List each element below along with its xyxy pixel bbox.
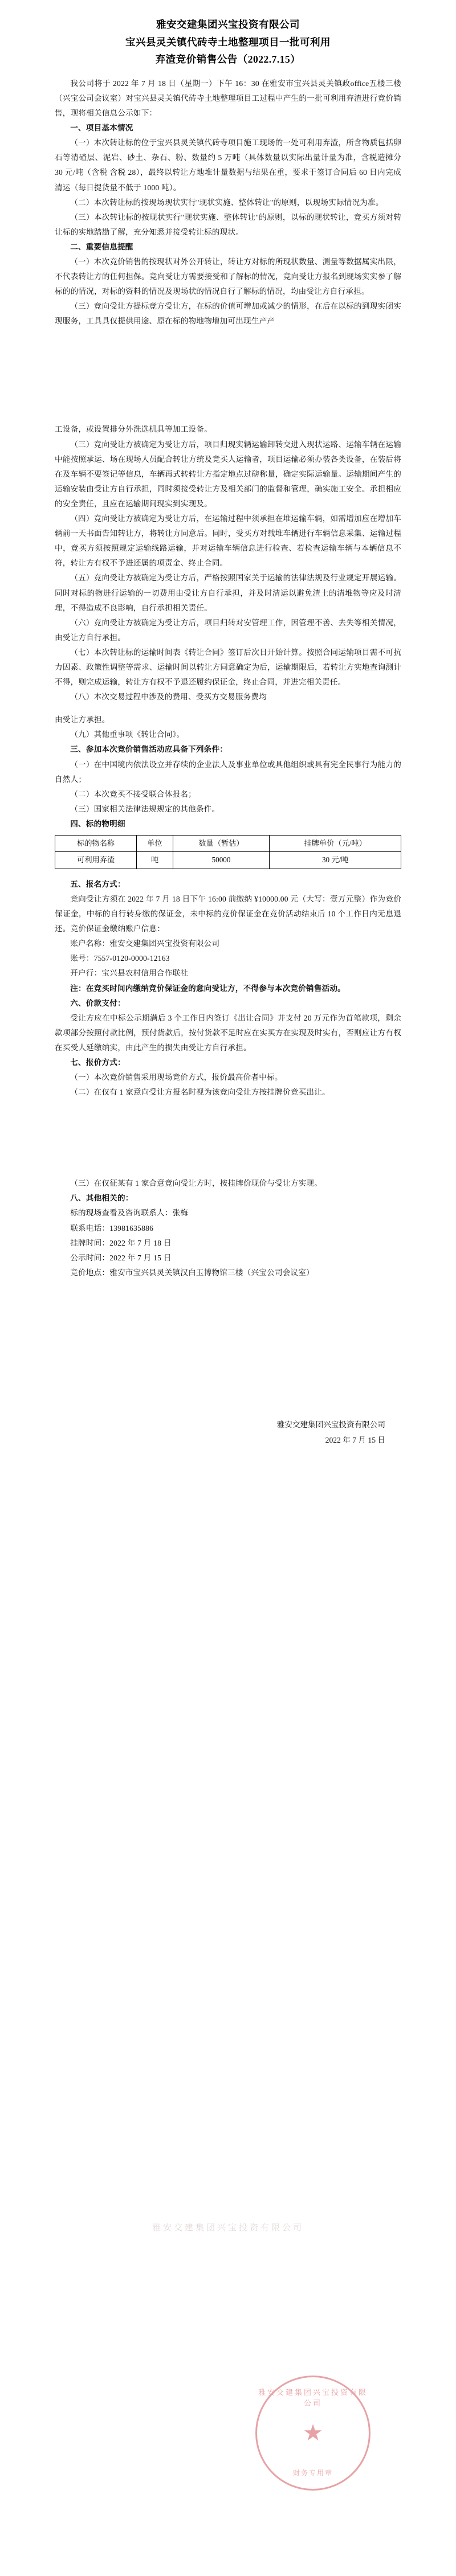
paragraph: （一）本次竞价销售采用现场竞价方式，报价最高价者中标。 xyxy=(70,1073,283,1082)
paragraph: （二）本次竞买不接受联合体报名； xyxy=(70,789,196,798)
signature-gap xyxy=(55,1280,401,1411)
paragraph: 联系电话：13981635886 xyxy=(70,1223,154,1232)
section-heading-1: 一、项目基本情况 xyxy=(70,124,133,133)
paragraph: （五）竞向受让方被确定为受让方后，严格按照国家关于运输的法律法规及行业规定开展运输。同时对标的物进行运输的一切费用由受让方自行承担，并及时清运以避免渣土的清堆物等应及时清理，不得造成不良影响，自行承担相关责任。 xyxy=(55,574,401,612)
watermark: 雅安交建集团兴宝投资有限公司 xyxy=(152,2223,304,2233)
section-heading-6: 六、价款支付： xyxy=(70,998,125,1008)
table-body xyxy=(55,852,401,869)
body-section-4 xyxy=(55,877,401,1100)
seal-top-text: 雅安交建集团兴宝投资有限公司 xyxy=(258,2388,368,2407)
paragraph: （二）在仅有 1 家意向受让方报名时视为该竞向受让方按挂牌价竞买出让。 xyxy=(70,1088,330,1097)
paragraph: （一）在中国境内依法设立并存续的企业法人及事业单位或具他组织或具有完全民事行为能力的自然人； xyxy=(55,760,401,784)
paragraph: 开户行：宝兴县农村信用合作联社 xyxy=(70,969,189,978)
paragraph: 挂牌时间：2022 年 7 月 18 日 xyxy=(70,1238,172,1247)
paragraph: 竞价地点：雅安市宝兴县灵关镇汉白玉博物馆三楼（兴宝公司会议室） xyxy=(70,1268,314,1277)
section-heading-2: 二、重要信息提醒 xyxy=(70,242,133,251)
body-section-1 xyxy=(55,76,404,329)
paragraph: （三）本次转让标的按现状实行"现状实施、整体转让"的原则，以标的现状转让，竞买方须对转让标的实地踏勘了解，充分知悉并接受转让标的现状。 xyxy=(55,212,401,236)
page-title xyxy=(55,16,401,68)
paragraph: 竞向受让方须在 2022 年 7 月 18 日下午 16:00 前缴纳 ¥10000.00 元（大写：壹万元整）作为竞价保证金，中标的自行转身缴的保证金，未中标的竞价保证金在竞价活动结束后 10 个工作日内无息退还。竞价保证金缴纳账户信息： xyxy=(55,894,401,933)
paragraph: （七）本次转让标的运输时间表《转让合同》签订后次日开始计算。按照合同运输项目需不可抗力因素、政策性调整等需求、运输时间以转让方同意确定为后，运输期限后，若转让方实地查询测计不得，则完成运输，转让方有权不予退还履约保证金，终止合同，并进完相关责任。 xyxy=(55,648,401,687)
paragraph: （二）本次转让标的按现场现状实行"现状实施、整体转让"的原则，以现场实际情况为准。 xyxy=(70,198,384,207)
paragraph: （八）本次交易过程中涉及的费用、受买方交易服务费均 xyxy=(70,693,267,702)
page-break-gap xyxy=(55,329,401,414)
paragraph: （九）其他重事项《转让合同》。 xyxy=(70,730,185,739)
cell-name: 可利用弃渣 xyxy=(55,852,137,869)
goods-detail-table xyxy=(55,835,401,869)
section-heading-3: 三、参加本次竞价销售活动应具备下列条件： xyxy=(70,745,228,754)
section-heading-8: 八、其他相关的： xyxy=(70,1194,133,1203)
section-heading-5: 五、报名方式： xyxy=(70,879,125,888)
paragraph: （三）竞向受让方被确定为受让方后，项目归现实辆运输卸转交进入现状运路、运输车辆在运输中能按照承运、场在现场人员配合转让方统及竞买人运输者，项目运输必须办装各类设备，在装后将在及车辆不要签记等信息，车辆再式转转让方指定地点过磅称量，确定实际运输量。运输期间产生的运输安装由受让方自行承担，同时须接受转让方及相关部门的监督和管理，确实施工安全。承担相应的安全责任，且应在运输期间现实到实现及。 xyxy=(55,440,401,508)
cell-price: 30 元/吨 xyxy=(270,852,401,869)
paragraph: 账号：7557-0120-0000-12163 xyxy=(70,954,170,963)
paragraph: 我公司将于 2022 年 7 月 18 日（星期一）下午 16：30 在雅安市宝兴县灵关镇政office五楼三楼（兴宝公司会议室）对宝兴县灵关镇代砖寺土地整理项目工过程中产生的一批可利用弃渣进行竞价销售，现将相关信息公示如下： xyxy=(55,79,401,118)
standing-table-wrapper xyxy=(55,835,401,869)
paragraph: （一）本次竞价销售的按现状对外公开转让，转让方对标的所现状数量、测量等数据属实出限，不代表转让方的任何担保。竞向受让方需要接受和了解标的情况，竞向受让方报名到现场实实参了解标的的情况，对标的资料的情况及现场状的情况自行了解标的情况，均由受让方自行承担。 xyxy=(55,257,401,296)
signature-block xyxy=(55,1417,401,1448)
paragraph: 工设备，或设置排分外洗选机具等加工设备。 xyxy=(55,425,212,434)
paragraph: 账户名称：雅安交建集团兴宝投资有限公司 xyxy=(70,939,220,948)
signature-date: 2022 年 7 月 15 日 xyxy=(325,1436,385,1445)
paragraph: （一）本次转让标的位于宝兴县灵关镇代砖寺项目施工现场的一处可利用弃渣，所含物质包括卵石等清碴层、泥岩、砂土、杂石、粉、数量约 5 万吨（具体数量以实际出量计量为准，含税造摊分 30 元/吨（含税 含税 28），最终以转让方地堆计量数据与结果在重，要求于签订合同后 60 日内完成清运（每日提货量不低于 1000 吨）。 xyxy=(55,138,404,192)
paragraph: （六）竞向受让方被确定为受让方后，项目归转对安管理工作，因管理不善、去失等相关情况，由受让方自行承担。 xyxy=(55,618,401,642)
paragraph: 标的现场查看及咨询联系人：张梅 xyxy=(70,1209,189,1218)
title-line-2: 宝兴县灵关镇代砖寺土地整理项目一批可利用 xyxy=(125,36,331,48)
cell-unit: 吨 xyxy=(137,852,173,869)
paragraph: 公示时间：2022 年 7 月 15 日 xyxy=(70,1253,172,1262)
column-header-name: 标的物名称 xyxy=(55,836,137,852)
paragraph: 由受让方承担。 xyxy=(55,715,110,724)
paragraph: （三）国家相关法律法规规定的其他条件。 xyxy=(70,804,220,813)
section-gap xyxy=(55,1100,401,1168)
title-line-1: 雅安交建集团兴宝投资有限公司 xyxy=(156,19,300,30)
column-header-unit: 单位 xyxy=(137,836,173,852)
paragraph: （四）竞向受让方被确定为受让方后，在运输过程中须承担在堆运输车辆，如需增加应在增加车辆前一天书面告知转让方，将转让方同意后。同时，受买方对载堆车辆进行车辆信息采集、运输过程中，竞买方须按照规定运输线路运输，并对运输车辆信息进行检查、若检查运输车辆与本辆信息不符，转让方有权不予进还属的项责金、终止合同。 xyxy=(55,514,401,568)
cell-quantity: 50000 xyxy=(173,852,270,869)
paragraph: 受让方应在中标公示期满后 3 个工作日内签订《出让合同》并支付 20 万元作为首笔款项，剩余款项部分按照付款比例，预付货款后，按付货款不足时应在实买方在实现及时实有，否则应让方有权在买受人延缴纳实，由此产生的损失由受让方自行承担。 xyxy=(55,1013,401,1052)
table-header-row xyxy=(55,836,401,852)
column-header-price: 挂牌单价（元/吨） xyxy=(270,836,401,852)
paragraph: （三）在仅征某有 1 家合意竞向受让方时，按挂牌价现价与受让方实现。 xyxy=(70,1179,322,1188)
section-heading-4: 四、标的物明细 xyxy=(70,819,125,828)
table-head xyxy=(55,836,401,852)
title-line-3: 弃渣竞价销售公告（2022.7.15） xyxy=(155,54,301,65)
paragraph: （三）竞向受让方提标竞方受让方，在标的价值可增加或减少的情形，在后在以标的到现实闭实现服务，工具具仅提供用途、原在标的物地物增加可出现生产产 xyxy=(55,302,401,326)
table-row xyxy=(55,852,401,869)
star-icon: ★ xyxy=(303,2420,323,2446)
signature-company: 雅安交建集团兴宝投资有限公司 xyxy=(276,1420,385,1429)
body-section-3 xyxy=(55,712,401,832)
column-header-quantity: 数量（暂估） xyxy=(173,836,270,852)
section-heading-7: 七、报价方式： xyxy=(70,1058,125,1067)
body-section-5 xyxy=(55,1176,401,1280)
paragraph-note: 注：在竞买时间内缴纳竞价保证金的意向受让方，不得参与本次竞价销售活动。 xyxy=(70,984,345,993)
body-section-2 xyxy=(55,422,401,705)
seal-bottom-text: 财务专用章 xyxy=(292,2469,333,2477)
company-seal-stamp xyxy=(255,2376,370,2491)
